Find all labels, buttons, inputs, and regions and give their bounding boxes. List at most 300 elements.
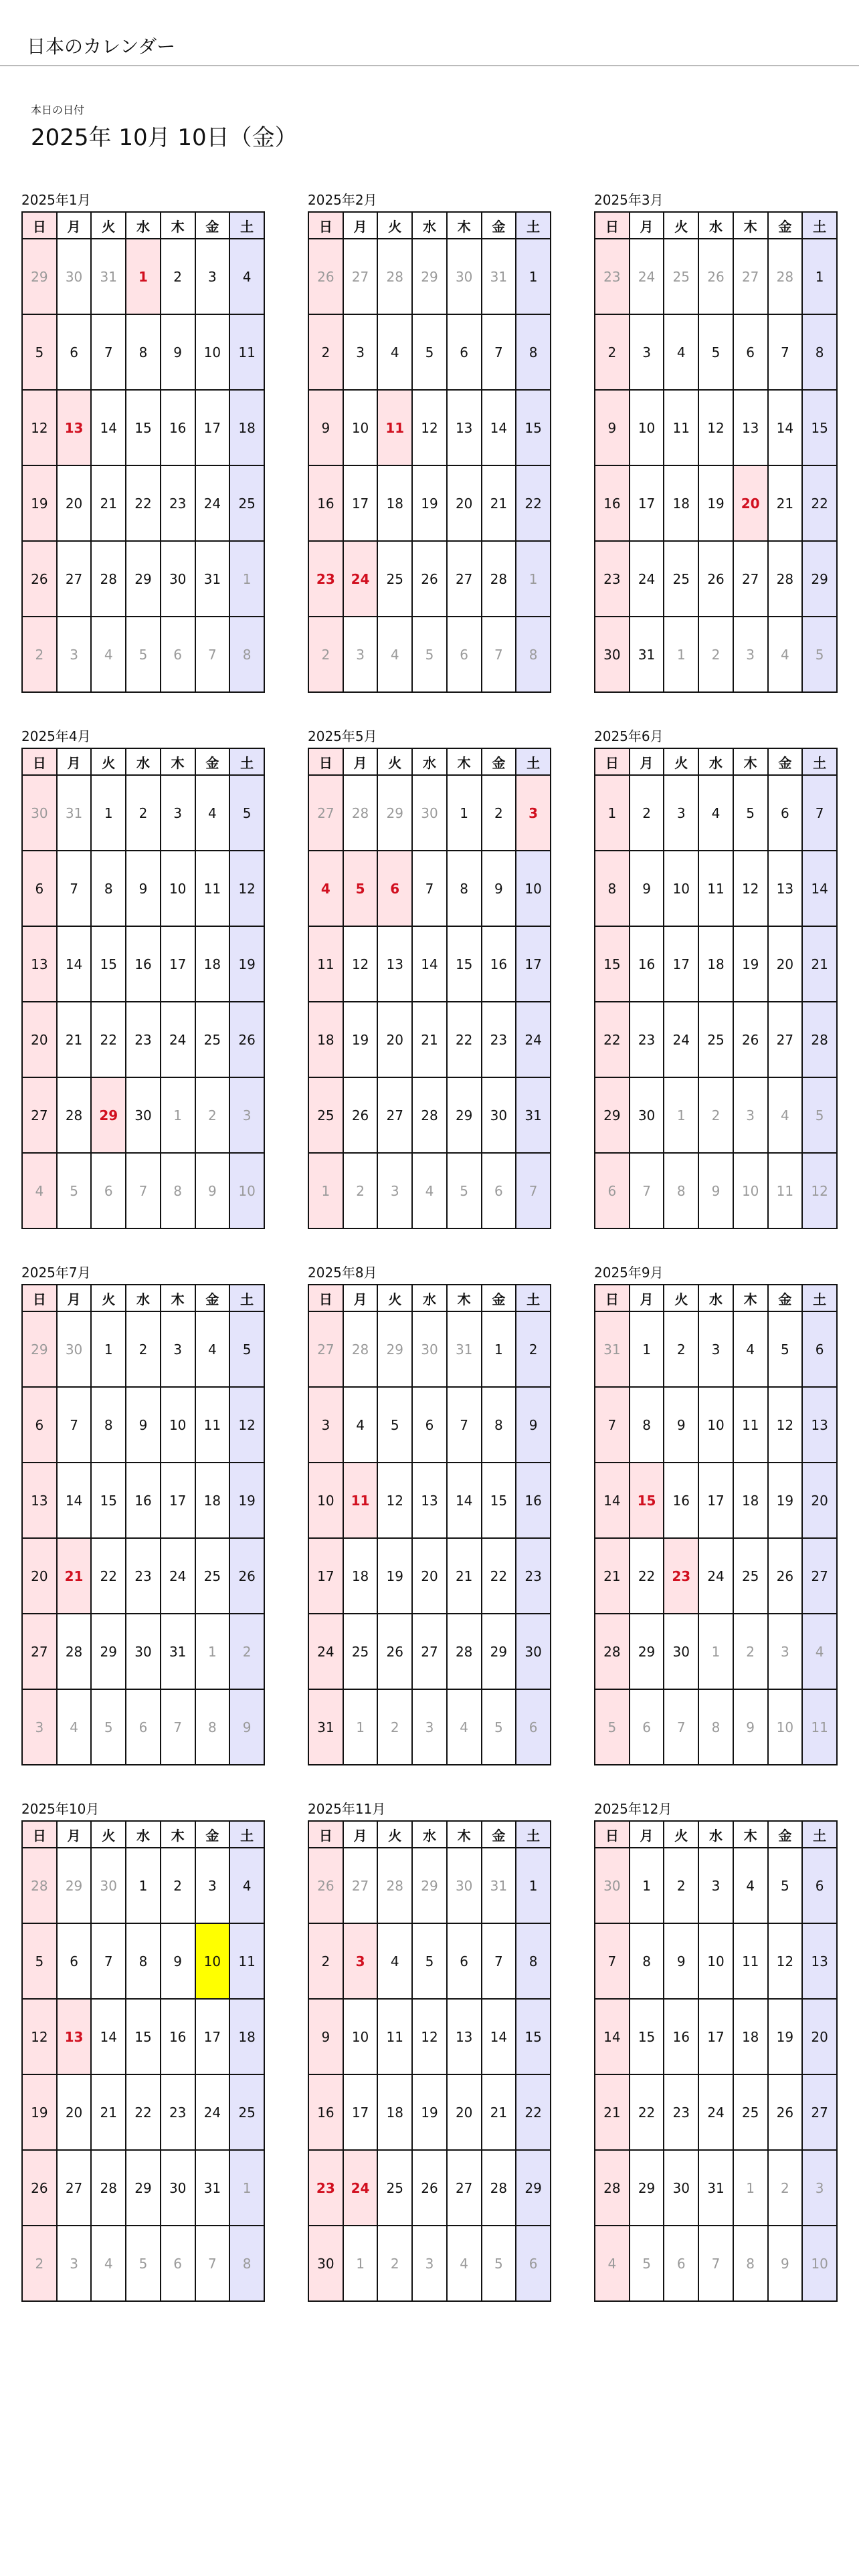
day-cell[interactable]: 8	[630, 1923, 664, 1999]
day-cell[interactable]: 30	[161, 2150, 195, 2226]
day-cell[interactable]: 16	[516, 1463, 551, 1538]
day-cell[interactable]: 27	[22, 1077, 57, 1153]
day-cell[interactable]: 29	[377, 775, 412, 851]
day-cell[interactable]: 5	[447, 1153, 482, 1228]
day-cell[interactable]: 2	[308, 1923, 343, 1999]
day-cell[interactable]: 21	[57, 1002, 92, 1077]
day-cell[interactable]: 14	[595, 1999, 630, 2074]
day-cell[interactable]: 17	[664, 926, 698, 1002]
day-cell[interactable]: 16	[664, 1999, 698, 2074]
day-cell[interactable]: 12	[768, 1387, 803, 1463]
day-cell[interactable]: 24	[343, 2150, 378, 2226]
day-cell[interactable]: 28	[377, 1848, 412, 1923]
day-cell[interactable]: 19	[733, 926, 768, 1002]
day-cell[interactable]: 8	[516, 1923, 551, 1999]
day-cell[interactable]: 28	[343, 775, 378, 851]
day-cell[interactable]: 8	[630, 1387, 664, 1463]
day-cell[interactable]: 7	[195, 617, 230, 692]
day-cell[interactable]: 11	[768, 1153, 803, 1228]
day-cell[interactable]: 21	[412, 1002, 447, 1077]
day-cell[interactable]: 12	[412, 390, 447, 465]
day-cell[interactable]: 26	[229, 1002, 264, 1077]
day-cell[interactable]: 3	[698, 1848, 733, 1923]
day-cell[interactable]: 7	[57, 851, 92, 926]
day-cell[interactable]: 7	[482, 314, 516, 390]
day-cell[interactable]: 18	[195, 926, 230, 1002]
day-cell[interactable]: 4	[664, 314, 698, 390]
day-cell[interactable]: 2	[126, 1311, 161, 1387]
day-cell[interactable]: 5	[22, 314, 57, 390]
day-cell[interactable]: 3	[195, 1848, 230, 1923]
day-cell[interactable]: 30	[308, 2226, 343, 2301]
day-cell[interactable]: 6	[802, 1848, 837, 1923]
day-cell[interactable]: 7	[595, 1387, 630, 1463]
day-cell[interactable]: 31	[595, 1311, 630, 1387]
day-cell[interactable]: 14	[802, 851, 837, 926]
day-cell[interactable]: 20	[412, 1538, 447, 1614]
day-cell[interactable]: 1	[802, 239, 837, 314]
day-cell[interactable]: 3	[161, 1311, 195, 1387]
day-cell[interactable]: 21	[595, 1538, 630, 1614]
day-cell[interactable]: 4	[768, 617, 803, 692]
day-cell[interactable]: 15	[516, 390, 551, 465]
day-cell[interactable]: 6	[161, 2226, 195, 2301]
day-cell[interactable]: 12	[733, 851, 768, 926]
day-cell[interactable]: 1	[229, 541, 264, 617]
day-cell[interactable]: 19	[412, 2074, 447, 2150]
day-cell[interactable]: 17	[161, 926, 195, 1002]
day-cell[interactable]: 4	[91, 2226, 126, 2301]
day-cell[interactable]: 2	[22, 617, 57, 692]
day-cell[interactable]: 9	[516, 1387, 551, 1463]
day-cell[interactable]: 20	[768, 926, 803, 1002]
day-cell[interactable]: 26	[377, 1614, 412, 1689]
day-cell[interactable]: 4	[377, 314, 412, 390]
day-cell[interactable]: 26	[343, 1077, 378, 1153]
day-cell[interactable]: 18	[377, 465, 412, 541]
day-cell[interactable]: 16	[630, 926, 664, 1002]
day-cell[interactable]: 29	[22, 239, 57, 314]
day-cell[interactable]: 23	[664, 2074, 698, 2150]
day-cell[interactable]: 4	[733, 1311, 768, 1387]
day-cell[interactable]: 2	[768, 2150, 803, 2226]
day-cell[interactable]: 8	[733, 2226, 768, 2301]
day-cell[interactable]: 24	[195, 2074, 230, 2150]
day-cell[interactable]: 25	[195, 1538, 230, 1614]
day-cell[interactable]: 3	[343, 314, 378, 390]
day-cell[interactable]: 4	[308, 851, 343, 926]
day-cell[interactable]: 1	[698, 1614, 733, 1689]
day-cell[interactable]: 18	[308, 1002, 343, 1077]
day-cell[interactable]: 6	[768, 775, 803, 851]
day-cell[interactable]: 11	[377, 1999, 412, 2074]
day-cell[interactable]: 24	[630, 541, 664, 617]
day-cell[interactable]: 9	[482, 851, 516, 926]
day-cell[interactable]: 3	[664, 775, 698, 851]
day-cell[interactable]: 30	[664, 2150, 698, 2226]
day-cell[interactable]: 1	[516, 1848, 551, 1923]
day-cell[interactable]: 18	[343, 1538, 378, 1614]
day-cell[interactable]: 8	[126, 1923, 161, 1999]
day-cell[interactable]: 1	[195, 1614, 230, 1689]
day-cell[interactable]: 31	[91, 239, 126, 314]
day-cell[interactable]: 5	[343, 851, 378, 926]
day-cell[interactable]: 31	[195, 541, 230, 617]
day-cell[interactable]: 2	[377, 2226, 412, 2301]
day-cell[interactable]: 9	[308, 1999, 343, 2074]
day-cell[interactable]: 10	[802, 2226, 837, 2301]
day-cell[interactable]: 6	[733, 314, 768, 390]
day-cell[interactable]: 7	[195, 2226, 230, 2301]
day-cell[interactable]: 3	[57, 617, 92, 692]
day-cell[interactable]: 26	[308, 1848, 343, 1923]
day-cell[interactable]: 7	[447, 1387, 482, 1463]
day-cell[interactable]: 17	[516, 926, 551, 1002]
day-cell[interactable]: 5	[630, 2226, 664, 2301]
day-cell[interactable]: 5	[802, 1077, 837, 1153]
day-cell[interactable]: 6	[516, 1689, 551, 1765]
day-cell[interactable]: 28	[91, 2150, 126, 2226]
day-cell[interactable]: 2	[377, 1689, 412, 1765]
day-cell[interactable]: 16	[126, 1463, 161, 1538]
day-cell[interactable]: 20	[57, 2074, 92, 2150]
day-cell[interactable]: 10	[343, 1999, 378, 2074]
day-cell[interactable]: 14	[412, 926, 447, 1002]
day-cell[interactable]: 4	[57, 1689, 92, 1765]
day-cell[interactable]: 10	[195, 314, 230, 390]
day-cell[interactable]: 21	[57, 1538, 92, 1614]
day-cell[interactable]: 1	[161, 1077, 195, 1153]
day-cell[interactable]: 12	[22, 1999, 57, 2074]
day-cell[interactable]: 5	[57, 1153, 92, 1228]
day-cell[interactable]: 8	[664, 1153, 698, 1228]
day-cell[interactable]: 3	[412, 2226, 447, 2301]
day-cell[interactable]: 4	[377, 1923, 412, 1999]
day-cell[interactable]: 6	[802, 1311, 837, 1387]
day-cell[interactable]: 31	[698, 2150, 733, 2226]
day-cell[interactable]: 9	[630, 851, 664, 926]
day-cell[interactable]: 5	[22, 1923, 57, 1999]
day-cell[interactable]: 14	[447, 1463, 482, 1538]
day-cell[interactable]: 27	[768, 1002, 803, 1077]
day-cell[interactable]: 19	[229, 926, 264, 1002]
day-cell[interactable]: 11	[733, 1923, 768, 1999]
day-cell[interactable]: 11	[229, 314, 264, 390]
day-cell[interactable]: 22	[447, 1002, 482, 1077]
day-cell[interactable]: 7	[91, 1923, 126, 1999]
day-cell[interactable]: 15	[630, 1463, 664, 1538]
day-cell[interactable]: 16	[482, 926, 516, 1002]
day-cell[interactable]: 3	[308, 1387, 343, 1463]
day-cell[interactable]: 19	[377, 1538, 412, 1614]
day-cell[interactable]: 13	[57, 390, 92, 465]
day-cell[interactable]: 11	[195, 1387, 230, 1463]
day-cell[interactable]: 22	[91, 1538, 126, 1614]
day-cell[interactable]: 4	[733, 1848, 768, 1923]
day-cell[interactable]: 12	[343, 926, 378, 1002]
day-cell[interactable]: 20	[802, 1999, 837, 2074]
day-cell[interactable]: 1	[595, 775, 630, 851]
day-cell[interactable]: 31	[447, 1311, 482, 1387]
day-cell[interactable]: 24	[161, 1002, 195, 1077]
day-cell[interactable]: 31	[57, 775, 92, 851]
day-cell[interactable]: 6	[91, 1153, 126, 1228]
day-cell[interactable]: 1	[126, 1848, 161, 1923]
day-cell[interactable]: 23	[308, 2150, 343, 2226]
day-cell[interactable]: 29	[630, 1614, 664, 1689]
day-cell[interactable]: 3	[412, 1689, 447, 1765]
day-cell[interactable]: 29	[482, 1614, 516, 1689]
day-cell[interactable]: 1	[91, 1311, 126, 1387]
day-cell[interactable]: 8	[482, 1387, 516, 1463]
day-cell[interactable]: 23	[630, 1002, 664, 1077]
day-cell[interactable]: 11	[195, 851, 230, 926]
day-cell[interactable]: 9	[664, 1387, 698, 1463]
day-cell[interactable]: 29	[126, 2150, 161, 2226]
day-cell[interactable]: 1	[664, 617, 698, 692]
day-cell[interactable]: 24	[516, 1002, 551, 1077]
day-cell[interactable]: 23	[664, 1538, 698, 1614]
day-cell[interactable]: 3	[802, 2150, 837, 2226]
day-cell[interactable]: 7	[698, 2226, 733, 2301]
day-cell[interactable]: 19	[768, 1463, 803, 1538]
day-cell[interactable]: 12	[412, 1999, 447, 2074]
day-cell[interactable]: 29	[412, 239, 447, 314]
day-cell[interactable]: 5	[126, 617, 161, 692]
day-cell[interactable]: 30	[595, 1848, 630, 1923]
day-cell[interactable]: 15	[516, 1999, 551, 2074]
day-cell[interactable]: 7	[768, 314, 803, 390]
day-cell[interactable]: 1	[343, 2226, 378, 2301]
day-cell[interactable]: 22	[482, 1538, 516, 1614]
day-cell[interactable]: 5	[482, 1689, 516, 1765]
day-cell[interactable]: 19	[768, 1999, 803, 2074]
day-cell[interactable]: 2	[308, 617, 343, 692]
day-cell[interactable]: 19	[22, 465, 57, 541]
day-cell[interactable]: 20	[447, 465, 482, 541]
day-cell[interactable]: 21	[595, 2074, 630, 2150]
day-cell[interactable]: 3	[698, 1311, 733, 1387]
day-cell[interactable]: 29	[91, 1614, 126, 1689]
day-cell[interactable]: 20	[733, 465, 768, 541]
day-cell[interactable]: 13	[57, 1999, 92, 2074]
day-cell[interactable]: 30	[22, 775, 57, 851]
day-cell[interactable]: 2	[698, 1077, 733, 1153]
day-cell[interactable]: 22	[516, 2074, 551, 2150]
day-cell[interactable]: 4	[91, 617, 126, 692]
day-cell[interactable]: 27	[377, 1077, 412, 1153]
day-cell[interactable]: 4	[595, 2226, 630, 2301]
day-cell[interactable]: 24	[343, 541, 378, 617]
day-cell[interactable]: 5	[768, 1848, 803, 1923]
day-cell[interactable]: 27	[308, 775, 343, 851]
day-cell[interactable]: 8	[516, 314, 551, 390]
day-cell[interactable]: 8	[595, 851, 630, 926]
day-cell[interactable]: 16	[664, 1463, 698, 1538]
day-cell[interactable]: 4	[412, 1153, 447, 1228]
day-cell[interactable]: 10	[161, 1387, 195, 1463]
day-cell[interactable]: 9	[308, 390, 343, 465]
day-cell[interactable]: 17	[195, 390, 230, 465]
day-cell[interactable]: 3	[516, 775, 551, 851]
day-cell[interactable]: 28	[57, 1077, 92, 1153]
day-cell[interactable]: 16	[308, 465, 343, 541]
day-cell[interactable]: 8	[91, 851, 126, 926]
day-cell[interactable]: 5	[768, 1311, 803, 1387]
day-cell[interactable]: 25	[733, 1538, 768, 1614]
day-cell[interactable]: 9	[229, 1689, 264, 1765]
day-cell[interactable]: 4	[698, 775, 733, 851]
day-cell[interactable]: 28	[57, 1614, 92, 1689]
day-cell[interactable]: 17	[195, 1999, 230, 2074]
day-cell[interactable]: 30	[161, 541, 195, 617]
day-cell[interactable]: 4	[22, 1153, 57, 1228]
day-cell[interactable]: 1	[308, 1153, 343, 1228]
day-cell[interactable]: 10	[516, 851, 551, 926]
day-cell[interactable]: 17	[698, 1999, 733, 2074]
day-cell[interactable]: 23	[126, 1002, 161, 1077]
day-cell[interactable]: 24	[161, 1538, 195, 1614]
day-cell[interactable]: 20	[22, 1002, 57, 1077]
day-cell[interactable]: 24	[308, 1614, 343, 1689]
day-cell[interactable]: 6	[57, 1923, 92, 1999]
day-cell[interactable]: 1	[126, 239, 161, 314]
day-cell[interactable]: 24	[664, 1002, 698, 1077]
day-cell[interactable]: 7	[630, 1153, 664, 1228]
day-cell[interactable]: 24	[195, 465, 230, 541]
day-cell[interactable]: 7	[161, 1689, 195, 1765]
day-cell[interactable]: 1	[630, 1311, 664, 1387]
day-cell[interactable]: 5	[412, 314, 447, 390]
day-cell[interactable]: 23	[161, 465, 195, 541]
day-cell[interactable]: 25	[733, 2074, 768, 2150]
day-cell[interactable]: 4	[343, 1387, 378, 1463]
day-cell[interactable]: 8	[195, 1689, 230, 1765]
day-cell[interactable]: 9	[698, 1153, 733, 1228]
day-cell[interactable]: 22	[595, 1002, 630, 1077]
day-cell[interactable]: 8	[126, 314, 161, 390]
day-cell[interactable]: 15	[447, 926, 482, 1002]
day-cell[interactable]: 2	[698, 617, 733, 692]
day-cell[interactable]: 15	[630, 1999, 664, 2074]
day-cell[interactable]: 20	[802, 1463, 837, 1538]
day-cell[interactable]: 16	[308, 2074, 343, 2150]
day-cell[interactable]: 18	[229, 390, 264, 465]
day-cell[interactable]: 5	[698, 314, 733, 390]
day-cell[interactable]: 10	[308, 1463, 343, 1538]
day-cell[interactable]: 10	[698, 1923, 733, 1999]
day-cell[interactable]: 10	[768, 1689, 803, 1765]
day-cell[interactable]: 27	[733, 541, 768, 617]
day-cell[interactable]: 28	[377, 239, 412, 314]
day-cell[interactable]: 13	[377, 926, 412, 1002]
day-cell[interactable]: 1	[630, 1848, 664, 1923]
day-cell[interactable]: 12	[768, 1923, 803, 1999]
day-cell[interactable]: 12	[229, 1387, 264, 1463]
day-cell[interactable]: 17	[698, 1463, 733, 1538]
day-cell[interactable]: 1	[664, 1077, 698, 1153]
day-cell[interactable]: 25	[664, 541, 698, 617]
day-cell[interactable]: 16	[595, 465, 630, 541]
day-cell[interactable]: 10	[664, 851, 698, 926]
day-cell[interactable]: 18	[195, 1463, 230, 1538]
day-cell[interactable]: 14	[595, 1463, 630, 1538]
day-cell[interactable]: 11	[698, 851, 733, 926]
day-cell[interactable]: 27	[343, 239, 378, 314]
day-cell[interactable]: 27	[22, 1614, 57, 1689]
day-cell[interactable]: 29	[595, 1077, 630, 1153]
day-cell[interactable]: 19	[229, 1463, 264, 1538]
day-cell[interactable]: 1	[343, 1689, 378, 1765]
day-cell[interactable]: 7	[91, 314, 126, 390]
day-cell[interactable]: 31	[308, 1689, 343, 1765]
day-cell[interactable]: 30	[447, 1848, 482, 1923]
day-cell[interactable]: 1	[447, 775, 482, 851]
day-cell[interactable]: 2	[664, 1848, 698, 1923]
day-cell[interactable]: 1	[91, 775, 126, 851]
day-cell[interactable]: 25	[229, 465, 264, 541]
day-cell[interactable]: 28	[802, 1002, 837, 1077]
day-cell[interactable]: 3	[377, 1153, 412, 1228]
day-cell[interactable]: 7	[482, 1923, 516, 1999]
day-cell[interactable]: 26	[698, 541, 733, 617]
day-cell[interactable]: 24	[698, 1538, 733, 1614]
day-cell[interactable]: 28	[768, 239, 803, 314]
day-cell[interactable]: 6	[447, 314, 482, 390]
day-cell[interactable]: 14	[768, 390, 803, 465]
day-cell[interactable]: 21	[447, 1538, 482, 1614]
day-cell[interactable]: 11	[377, 390, 412, 465]
day-cell[interactable]: 6	[57, 314, 92, 390]
day-cell[interactable]: 10	[229, 1153, 264, 1228]
day-cell[interactable]: 23	[595, 239, 630, 314]
day-cell[interactable]: 13	[412, 1463, 447, 1538]
day-cell[interactable]: 28	[595, 1614, 630, 1689]
day-cell[interactable]: 9	[664, 1923, 698, 1999]
day-cell[interactable]: 29	[91, 1077, 126, 1153]
day-cell[interactable]: 6	[126, 1689, 161, 1765]
day-cell[interactable]: 17	[343, 465, 378, 541]
day-cell[interactable]: 8	[229, 2226, 264, 2301]
day-cell[interactable]: 6	[412, 1387, 447, 1463]
day-cell[interactable]: 18	[664, 465, 698, 541]
day-cell[interactable]: 13	[22, 1463, 57, 1538]
day-cell[interactable]: 3	[733, 1077, 768, 1153]
day-cell[interactable]: 7	[482, 617, 516, 692]
day-cell[interactable]: 27	[447, 2150, 482, 2226]
day-cell[interactable]: 15	[482, 1463, 516, 1538]
day-cell[interactable]: 29	[516, 2150, 551, 2226]
day-cell[interactable]: 26	[412, 2150, 447, 2226]
day-cell[interactable]: 22	[516, 465, 551, 541]
day-cell[interactable]: 16	[161, 390, 195, 465]
day-cell[interactable]: 27	[733, 239, 768, 314]
day-cell[interactable]: 12	[229, 851, 264, 926]
day-cell[interactable]: 9	[126, 851, 161, 926]
day-cell[interactable]: 25	[377, 541, 412, 617]
day-cell[interactable]: 30	[595, 617, 630, 692]
day-cell[interactable]: 30	[516, 1614, 551, 1689]
day-cell[interactable]: 2	[195, 1077, 230, 1153]
day-cell[interactable]: 4	[195, 775, 230, 851]
day-cell[interactable]: 10	[161, 851, 195, 926]
day-cell[interactable]: 3	[343, 617, 378, 692]
day-cell[interactable]: 25	[664, 239, 698, 314]
day-cell[interactable]: 28	[447, 1614, 482, 1689]
day-cell[interactable]: 19	[22, 2074, 57, 2150]
day-cell[interactable]: 3	[57, 2226, 92, 2301]
day-cell[interactable]: 5	[377, 1387, 412, 1463]
